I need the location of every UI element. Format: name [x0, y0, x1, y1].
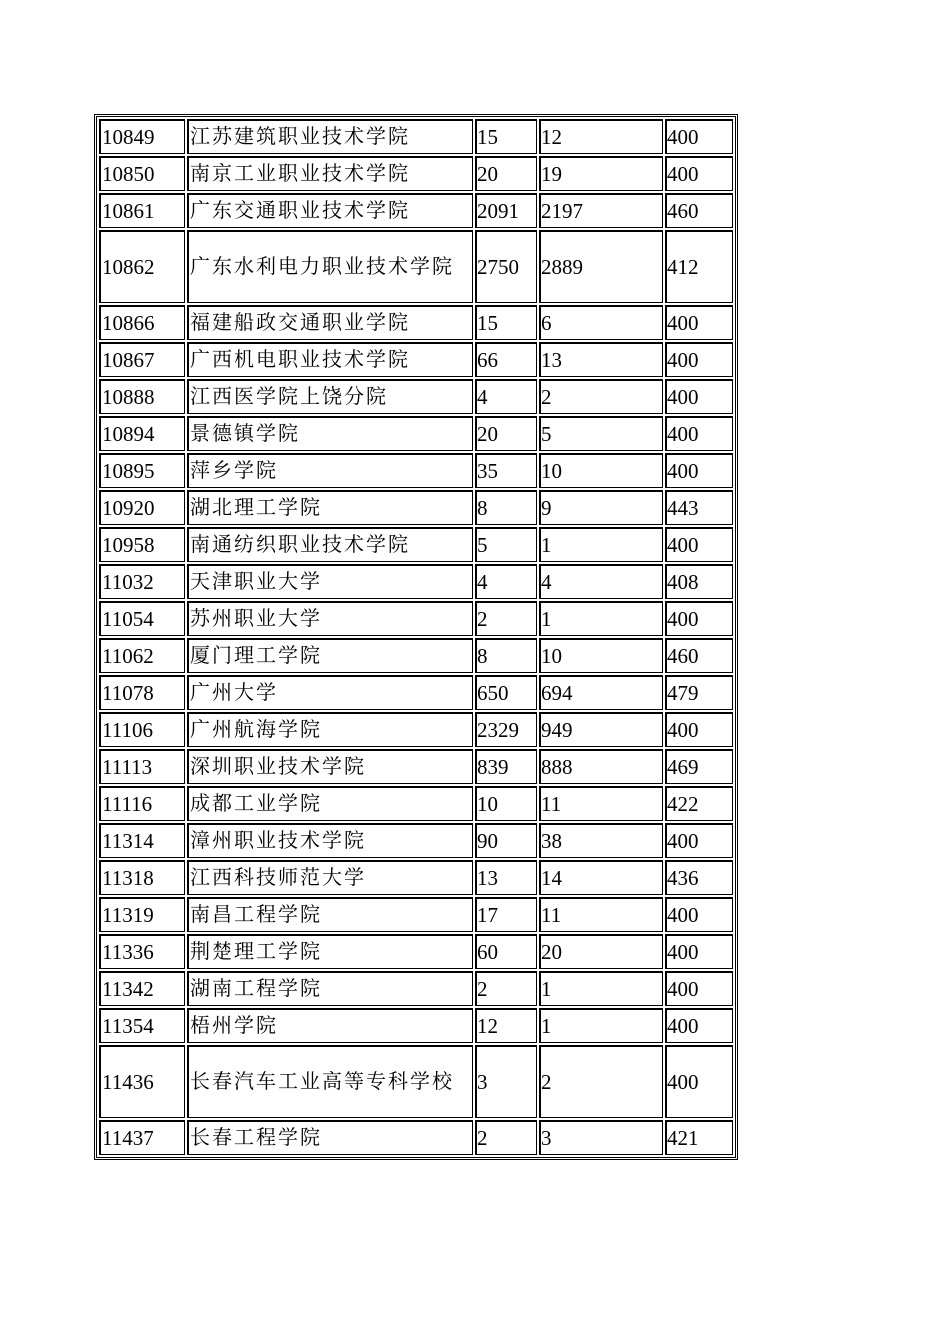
score-cell: 400	[665, 527, 733, 562]
institution-name-cell: 梧州学院	[187, 1008, 473, 1043]
institution-name-cell: 漳州职业技术学院	[187, 823, 473, 858]
table-row	[99, 934, 733, 969]
institution-name-cell: 南京工业职业技术学院	[187, 156, 473, 191]
institution-name-cell: 湖北理工学院	[187, 490, 473, 525]
score-cell: 400	[665, 971, 733, 1006]
count-b-cell: 10	[539, 638, 663, 673]
institution-code-cell: 11336	[99, 934, 185, 969]
table-row	[99, 453, 733, 488]
count-b-cell: 11	[539, 786, 663, 821]
institution-code-cell: 10862	[99, 230, 185, 303]
institution-code-cell: 11106	[99, 712, 185, 747]
count-a-cell: 2329	[475, 712, 537, 747]
count-b-cell: 1	[539, 971, 663, 1006]
count-a-cell: 8	[475, 490, 537, 525]
count-a-cell: 66	[475, 342, 537, 377]
count-b-cell: 1	[539, 1008, 663, 1043]
institution-code-cell: 10849	[99, 119, 185, 154]
table-row	[99, 860, 733, 895]
score-cell: 400	[665, 416, 733, 451]
table-row	[99, 379, 733, 414]
table-row	[99, 1045, 733, 1118]
table-row	[99, 156, 733, 191]
table-row	[99, 712, 733, 747]
count-a-cell: 2091	[475, 193, 537, 228]
count-b-cell: 694	[539, 675, 663, 710]
count-a-cell: 2	[475, 601, 537, 636]
table-row	[99, 601, 733, 636]
count-a-cell: 13	[475, 860, 537, 895]
score-cell: 408	[665, 564, 733, 599]
institution-code-cell: 11319	[99, 897, 185, 932]
count-a-cell: 60	[475, 934, 537, 969]
score-cell: 400	[665, 1045, 733, 1118]
institution-code-cell: 10958	[99, 527, 185, 562]
institution-name-cell: 广东交通职业技术学院	[187, 193, 473, 228]
institution-code-cell: 11318	[99, 860, 185, 895]
institution-name-cell: 广东水利电力职业技术学院	[187, 230, 473, 303]
score-cell: 400	[665, 601, 733, 636]
count-b-cell: 6	[539, 305, 663, 340]
institution-code-cell: 11437	[99, 1120, 185, 1155]
score-cell: 400	[665, 342, 733, 377]
score-cell: 400	[665, 305, 733, 340]
score-cell: 400	[665, 119, 733, 154]
count-b-cell: 2197	[539, 193, 663, 228]
count-a-cell: 2750	[475, 230, 537, 303]
count-b-cell: 949	[539, 712, 663, 747]
table-row	[99, 564, 733, 599]
count-a-cell: 15	[475, 119, 537, 154]
institution-code-cell: 11314	[99, 823, 185, 858]
table-row	[99, 527, 733, 562]
count-a-cell: 20	[475, 156, 537, 191]
count-a-cell: 15	[475, 305, 537, 340]
table-row	[99, 305, 733, 340]
table-row	[99, 490, 733, 525]
count-b-cell: 38	[539, 823, 663, 858]
table-row	[99, 897, 733, 932]
institution-code-cell: 11116	[99, 786, 185, 821]
institution-code-cell: 10850	[99, 156, 185, 191]
score-cell: 460	[665, 638, 733, 673]
institution-name-cell: 广州航海学院	[187, 712, 473, 747]
score-cell: 400	[665, 823, 733, 858]
count-a-cell: 90	[475, 823, 537, 858]
count-b-cell: 3	[539, 1120, 663, 1155]
institution-code-cell: 11342	[99, 971, 185, 1006]
institution-name-cell: 南通纺织职业技术学院	[187, 527, 473, 562]
table-row	[99, 675, 733, 710]
institution-name-cell: 江苏建筑职业技术学院	[187, 119, 473, 154]
count-a-cell: 35	[475, 453, 537, 488]
score-cell: 460	[665, 193, 733, 228]
table-row	[99, 342, 733, 377]
table-row	[99, 1008, 733, 1043]
institution-code-cell: 11354	[99, 1008, 185, 1043]
score-cell: 400	[665, 156, 733, 191]
institution-code-cell: 10861	[99, 193, 185, 228]
count-a-cell: 4	[475, 564, 537, 599]
count-b-cell: 19	[539, 156, 663, 191]
institution-name-cell: 长春工程学院	[187, 1120, 473, 1155]
institution-name-cell: 成都工业学院	[187, 786, 473, 821]
score-cell: 421	[665, 1120, 733, 1155]
institution-code-cell: 11113	[99, 749, 185, 784]
table-body	[99, 119, 733, 1155]
score-cell: 443	[665, 490, 733, 525]
institution-name-cell: 江西科技师范大学	[187, 860, 473, 895]
count-b-cell: 9	[539, 490, 663, 525]
score-cell: 400	[665, 934, 733, 969]
institution-name-cell: 荆楚理工学院	[187, 934, 473, 969]
count-b-cell: 4	[539, 564, 663, 599]
score-cell: 422	[665, 786, 733, 821]
count-a-cell: 839	[475, 749, 537, 784]
count-b-cell: 12	[539, 119, 663, 154]
institution-name-cell: 深圳职业技术学院	[187, 749, 473, 784]
institution-code-cell: 11078	[99, 675, 185, 710]
institution-code-cell: 11062	[99, 638, 185, 673]
table-row	[99, 416, 733, 451]
count-b-cell: 888	[539, 749, 663, 784]
count-a-cell: 4	[475, 379, 537, 414]
institution-name-cell: 天津职业大学	[187, 564, 473, 599]
table-row	[99, 119, 733, 154]
institution-name-cell: 景德镇学院	[187, 416, 473, 451]
count-b-cell: 13	[539, 342, 663, 377]
count-a-cell: 3	[475, 1045, 537, 1118]
count-b-cell: 5	[539, 416, 663, 451]
count-b-cell: 20	[539, 934, 663, 969]
institution-code-cell: 10888	[99, 379, 185, 414]
institution-name-cell: 江西医学院上饶分院	[187, 379, 473, 414]
institution-name-cell: 南昌工程学院	[187, 897, 473, 932]
count-b-cell: 1	[539, 527, 663, 562]
table-row	[99, 823, 733, 858]
institution-code-cell: 10867	[99, 342, 185, 377]
count-b-cell: 11	[539, 897, 663, 932]
count-a-cell: 5	[475, 527, 537, 562]
institution-name-cell: 广州大学	[187, 675, 473, 710]
institution-name-cell: 湖南工程学院	[187, 971, 473, 1006]
count-b-cell: 2	[539, 379, 663, 414]
institution-code-cell: 11054	[99, 601, 185, 636]
count-b-cell: 2889	[539, 230, 663, 303]
table-row	[99, 1120, 733, 1155]
count-a-cell: 10	[475, 786, 537, 821]
score-cell: 400	[665, 453, 733, 488]
institution-code-cell: 10920	[99, 490, 185, 525]
table-row	[99, 638, 733, 673]
institution-code-cell: 10894	[99, 416, 185, 451]
institution-table	[94, 114, 738, 1160]
count-a-cell: 17	[475, 897, 537, 932]
count-a-cell: 650	[475, 675, 537, 710]
score-cell: 436	[665, 860, 733, 895]
score-cell: 400	[665, 379, 733, 414]
score-cell: 469	[665, 749, 733, 784]
institution-name-cell: 苏州职业大学	[187, 601, 473, 636]
count-a-cell: 2	[475, 971, 537, 1006]
institution-name-cell: 萍乡学院	[187, 453, 473, 488]
institution-code-cell: 11436	[99, 1045, 185, 1118]
institution-name-cell: 长春汽车工业高等专科学校	[187, 1045, 473, 1118]
table-row	[99, 749, 733, 784]
institution-code-cell: 10866	[99, 305, 185, 340]
score-cell: 412	[665, 230, 733, 303]
count-b-cell: 14	[539, 860, 663, 895]
table-row	[99, 971, 733, 1006]
table-row	[99, 193, 733, 228]
table-row	[99, 230, 733, 303]
institution-name-cell: 广西机电职业技术学院	[187, 342, 473, 377]
institution-code-cell: 10895	[99, 453, 185, 488]
count-b-cell: 2	[539, 1045, 663, 1118]
count-a-cell: 20	[475, 416, 537, 451]
table-row	[99, 786, 733, 821]
institution-name-cell: 福建船政交通职业学院	[187, 305, 473, 340]
count-a-cell: 2	[475, 1120, 537, 1155]
count-a-cell: 8	[475, 638, 537, 673]
count-b-cell: 10	[539, 453, 663, 488]
score-cell: 400	[665, 712, 733, 747]
count-a-cell: 12	[475, 1008, 537, 1043]
score-cell: 400	[665, 1008, 733, 1043]
score-cell: 400	[665, 897, 733, 932]
count-b-cell: 1	[539, 601, 663, 636]
institution-name-cell: 厦门理工学院	[187, 638, 473, 673]
score-cell: 479	[665, 675, 733, 710]
institution-code-cell: 11032	[99, 564, 185, 599]
